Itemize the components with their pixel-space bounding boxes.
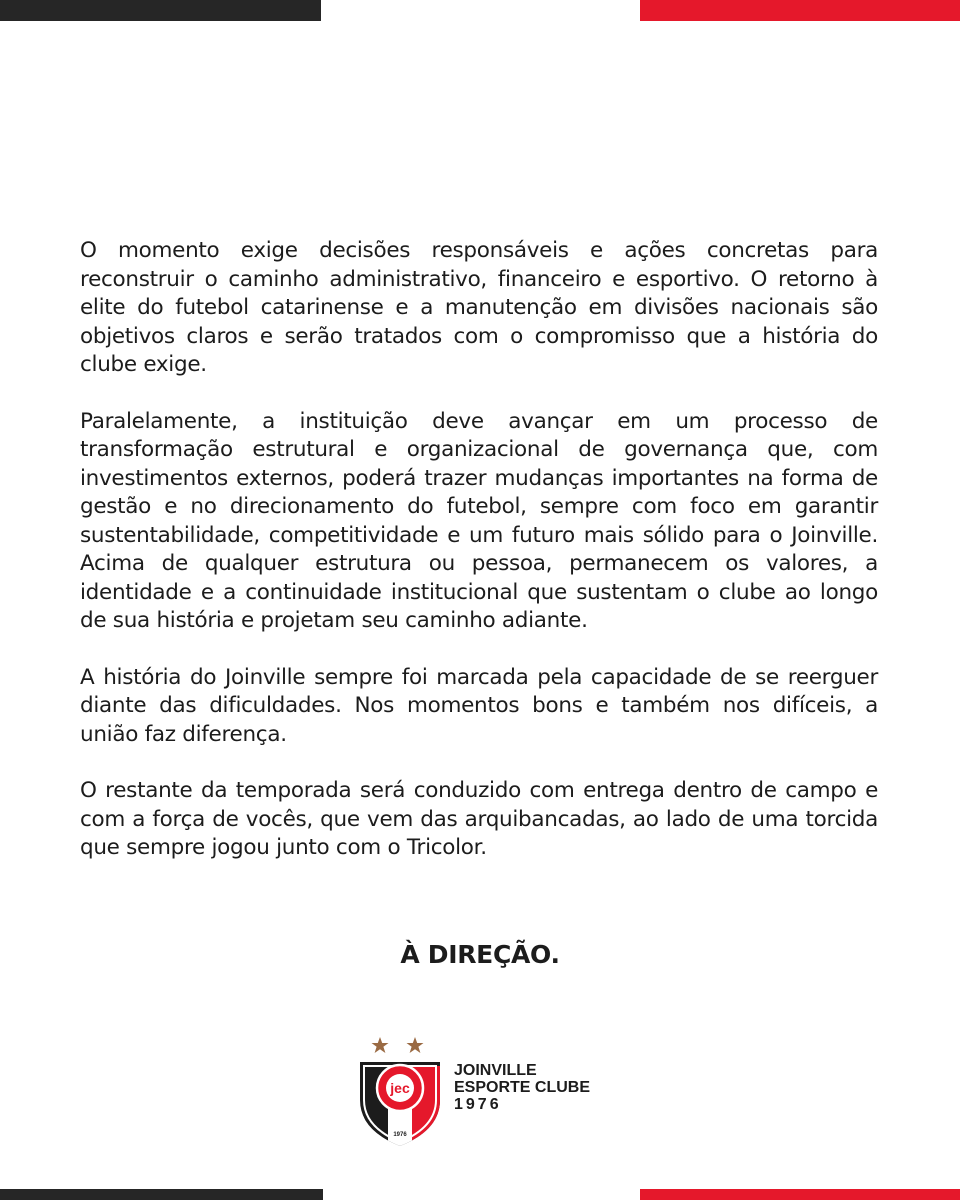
club-logo <box>357 1034 617 1149</box>
bottom-right-accent-bar <box>640 1189 960 1200</box>
paragraph-1: O momento exige decisões responsáveis e ações concretas para reconstruir o caminho administrativo, financeiro e esportivo. O retorno à elite do futebol catarinense e a manutenção em divisões nacionais são objetivos claros e serão tratados com o compromisso que a história do clube exige. <box>80 238 878 377</box>
top-right-accent-bar <box>640 0 960 21</box>
club-name-line1: JOINVILLE <box>454 1062 537 1079</box>
paragraph-4: O restante da temporada será conduzido com entrega dentro de campo e com a força de vocês, que vem das arquibancadas, ao lado de uma torcida que sempre jogou junto com o Tricolor. <box>80 778 878 860</box>
statement-body <box>80 237 878 891</box>
club-founded-year: 1976 <box>454 1096 502 1113</box>
club-name <box>454 1062 590 1113</box>
crest-year: 1976 <box>393 1132 407 1138</box>
top-left-accent-bar <box>0 0 321 21</box>
crest-initials: jec <box>390 1080 410 1096</box>
signature: À DIREÇÃO. <box>400 940 560 969</box>
paragraph-3: A história do Joinville sempre foi marcada pela capacidade de se reerguer diante das dificuldades. Nos momentos bons e também nos difíceis, a união faz diferença. <box>80 664 878 747</box>
club-crest-icon <box>357 1034 443 1149</box>
star-icon <box>372 1037 389 1053</box>
club-name-line2: ESPORTE CLUBE <box>454 1079 591 1096</box>
star-icon <box>407 1037 424 1053</box>
paragraph-2: Paralelamente, a instituição deve avançar em um processo de transformação estrutural e organizacional de governança que, com investimentos externos, poderá trazer mudanças importantes na forma de gestão e no direcionamento do futebol, sempre com foco em garantir sustentabilidade, competitividade e um futuro mais sólido para o Joinville. Acima de qualquer estrutura ou pessoa, permanecem os valores, a identidade e a continuidade institucional que sustentam o clube ao longo de sua história e projetam seu caminho adiante. <box>80 408 878 633</box>
bottom-left-accent-bar <box>0 1189 323 1200</box>
